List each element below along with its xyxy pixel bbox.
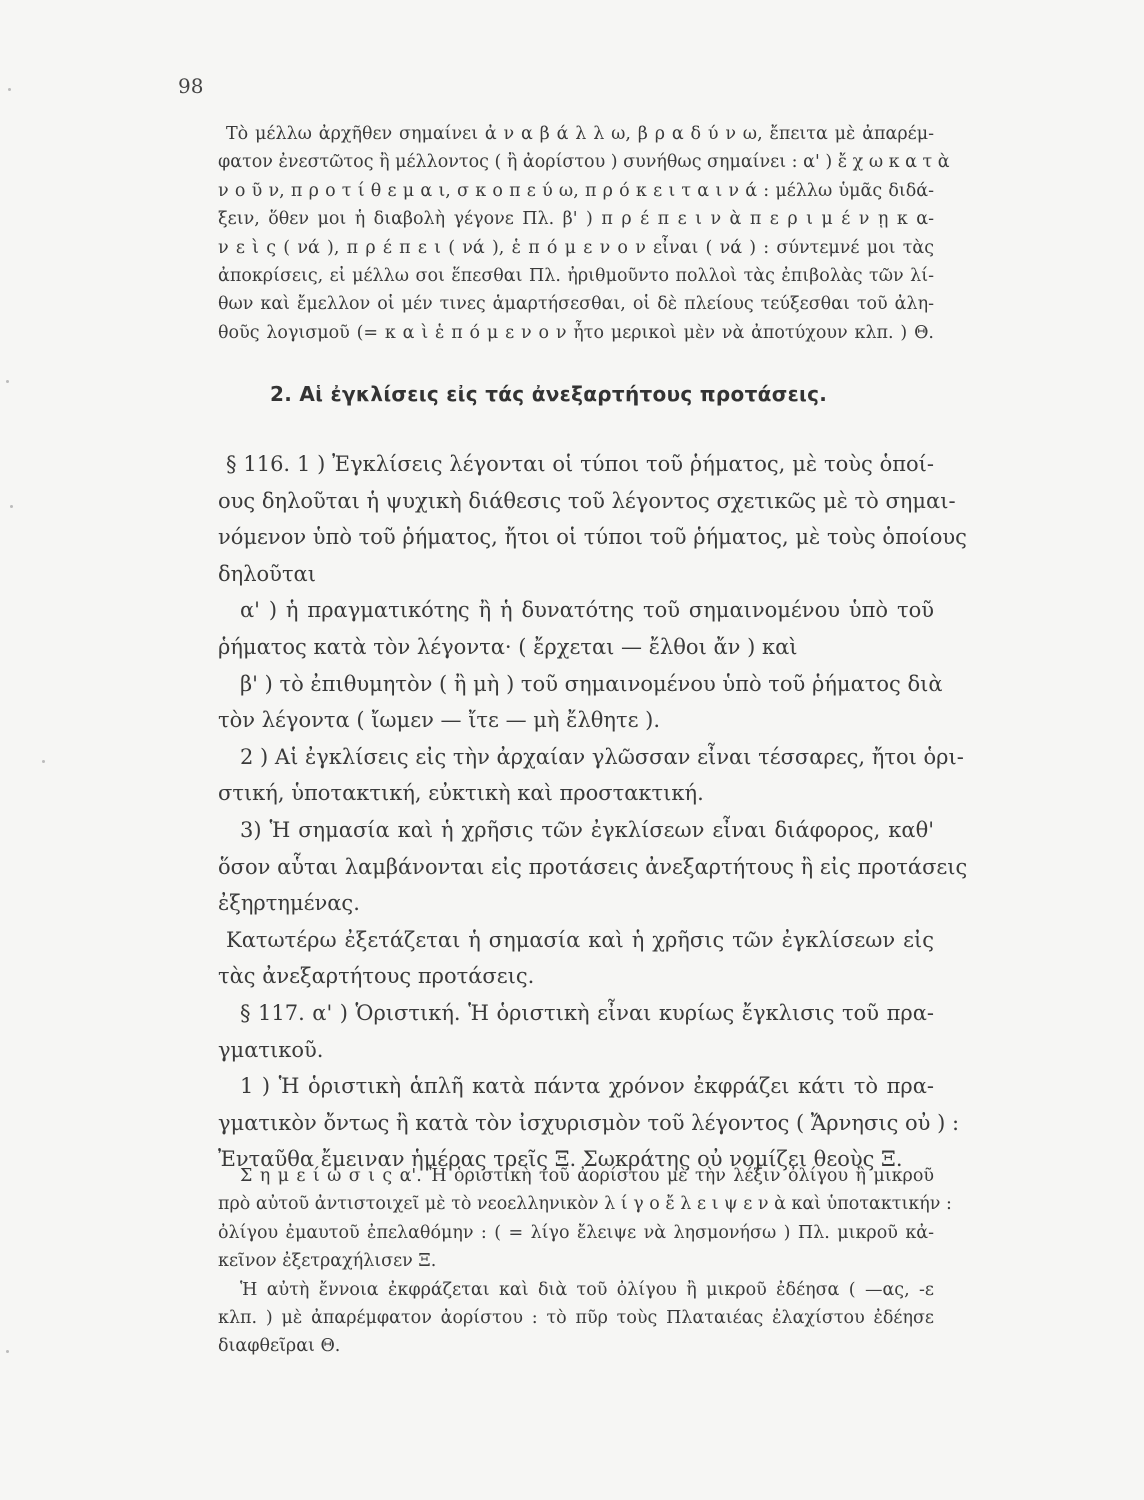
text-line: ους δηλοῦται ἡ ψυχικὴ διάθεσις τοῦ λέγοντος σχετικῶς μὲ τὸ σημαι- [218,488,956,513]
text-line: διαφθεῖραι Θ. [218,1336,341,1357]
text-line: ἐξηρτημένας. [218,891,360,916]
text-line: τὰς ἀνεξαρτήτους προτάσεις. [218,964,535,989]
text-line: § 117. α' ) Ὁριστική. Ἡ ὁριστικὴ εἶναι κυρίως ἔγκλισις τοῦ πρα- [240,1000,934,1025]
text-line: νόμενον ὑπὸ τοῦ ῥήματος, ἤτοι οἱ τύποι τοῦ ῥήματος, μὲ τοὺς ὁποίους [218,525,967,550]
text-line: ἀποκρίσεις, εἰ μέλλω σοι ἕπεσθαι Πλ. ἠριθμοῦντο πολλοὶ τὰς ἐπιβολὰς τῶν λί- [218,266,934,287]
text-line: φατον ἐνεστῶτος ἢ μέλλοντος ( ἢ ἀορίστου ) συνήθως σημαίνει : α' ) ἔ χ ω κ α τ ὰ [218,152,950,173]
text-line: γματικὸν ὄντως ἢ κατὰ τὸν ἰσχυρισμὸν τοῦ λέγοντος ( Ἄρνησις οὐ ) : [218,1110,960,1135]
text-line: ὅσον αὗται λαμβάνονται εἰς προτάσεις ἀνεξαρτήτους ἢ εἰς προτάσεις [218,854,968,879]
text-line: § 116. 1 ) Ἐγκλίσεις λέγονται οἱ τύποι τοῦ ῥήματος, μὲ τοὺς ὁποί- [226,452,934,476]
text-line: τὸν λέγοντα ( ἴωμεν — ἴτε — μὴ ἔλθητε ). [218,708,661,733]
scan-speck [42,760,45,763]
text-line: δηλοῦται [218,561,316,586]
text-line: κεῖνον ἐξετραχήλισεν Ξ. [218,1251,437,1272]
section-heading: 2. Αἱ ἐγκλίσεις εἰς τάς ἀνεξαρτήτους προτάσεις. [270,382,828,406]
text-line: ὀλίγου ἐμαυτοῦ ἐπελαθόμην : ( = λίγο ἔλειψε νὰ λησμονήσω ) Πλ. μικροῦ κἀ- [218,1222,934,1243]
text-line: ξειν, ὅθεν μοι ἡ διαβολὴ γέγονε Πλ. β' ) π ρ έ π ε ι ν ὰ π ε ρ ι μ έ ν ῃ κ α- [218,209,934,230]
text-line: ν ο ῦ ν, π ρ ο τ ί θ ε μ α ι, σ κ ο π ε ύ ω, π ρ ό κ ε ι τ α ι ν ά : μέλλω ὑμᾶς διδά- [218,180,934,201]
text-line: 1 ) Ἡ ὁριστικὴ ἁπλῆ κατὰ πάντα χρόνον ἐκφράζει κάτι τὸ πρα- [240,1074,934,1099]
text-line: θων καὶ ἔμελλον οἱ μέν τινες ἁμαρτήσεσθαι, οἱ δὲ πλείους τεύξεσθαι τοῦ ἀλη- [218,294,934,315]
text-line: 3) Ἡ σημασία καὶ ἡ χρῆσις τῶν ἐγκλίσεων εἶναι διάφορος, καθ' [240,817,934,842]
text-line: ν ε ὶ ς ( νά ), π ρ έ π ε ι ( νά ), ἑ π ό μ ε ν ο ν εἶναι ( νά ) : σύντεμνέ μοι τὰς [218,237,934,258]
text-line: Τὸ μέλλω ἀρχῆθεν σημαίνει ἀ ν α β ά λ λ ω, β ρ α δ ύ ν ω, ἔπειτα μὲ ἀπαρέμ- [226,124,934,144]
scan-speck [8,88,11,91]
page-number: 98 [178,74,204,98]
text-line: ῥήματος κατὰ τὸν λέγοντα· ( ἔρχεται — ἔλθοι ἄν ) καὶ [218,634,798,659]
text-line: Ἡ αὐτὴ ἔννοια ἐκφράζεται καὶ διὰ τοῦ ὀλίγου ἢ μικροῦ ἐδέησα ( —ας, -ε [240,1279,934,1300]
text-line: Σ η μ ε ί ω σ ι ς α'. Ἡ ὁριστικὴ τοῦ ἀορίστου μὲ τὴν λέξιν ὀλίγου ἢ μικροῦ [240,1166,934,1186]
text-line: στική, ὑποτακτική, εὐκτικὴ καὶ προστακτική. [218,781,704,806]
text-line: 2 ) Αἱ ἐγκλίσεις εἰς τὴν ἀρχαίαν γλῶσσαν εἶναι τέσσαρες, ἤτοι ὁρι- [240,744,964,769]
text-line: Ἐνταῦθα ἔμειναν ἡμέρας τρεῖς Ξ. Σωκράτης οὐ νομίζει θεοὺς Ξ. [218,1147,903,1172]
text-line: πρὸ αὐτοῦ ἀντιστοιχεῖ μὲ τὸ νεοελληνικὸν λ ί γ ο ἔ λ ε ι ψ ε ν ὰ καὶ ὑποτακτικήν : [218,1194,952,1215]
text-line: θοῦς λογισμοῦ (= κ α ὶ ἑ π ό μ ε ν ο ν ἦτο μερικοὶ μὲν νὰ ἀποτύχουν κλπ. ) Θ. [218,322,934,343]
text-line: γματικοῦ. [218,1037,324,1062]
text-line: κλπ. ) μὲ ἀπαρέμφατον ἀορίστου : τὸ πῦρ τοὺς Πλαταιέας ἐλαχίστου ἐδέησε [218,1308,934,1329]
scan-speck [6,380,9,383]
text-line: Κατωτέρω ἐξετάζεται ἡ σημασία καὶ ἡ χρῆσις τῶν ἐγκλίσεων εἰς [226,927,934,952]
text-line: α' ) ἡ πραγματικότης ἢ ἡ δυνατότης τοῦ σημαινομένου ὑπὸ τοῦ [240,598,934,623]
paragraph-116 [218,446,968,1178]
note-paragraph [218,1162,952,1361]
intro-paragraph [218,120,950,347]
text-line: β' ) τὸ ἐπιθυμητὸν ( ἢ μὴ ) τοῦ σημαινομένου ὑπὸ τοῦ ῥήματος διὰ [240,671,943,696]
scan-speck [10,505,13,508]
scan-speck [6,1350,9,1353]
